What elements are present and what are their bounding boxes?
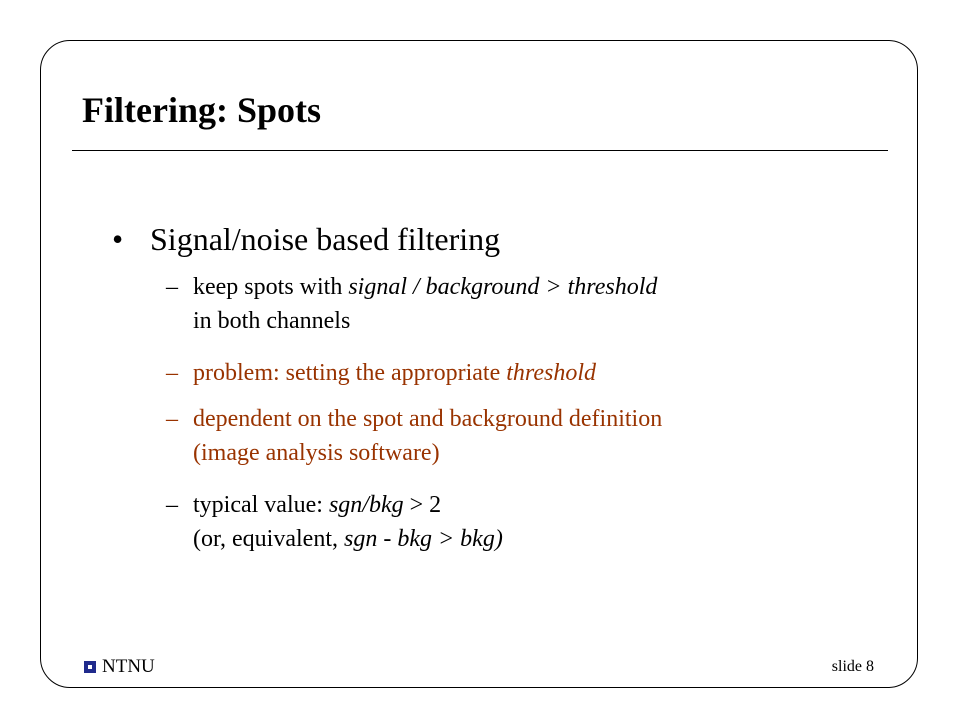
bullet-symbol: • [112,221,124,257]
ntnu-logo [84,656,155,678]
sub-text-continued: (image analysis software) [193,440,440,466]
sub-dash: – [166,492,178,518]
sub-text: dependent on the spot and background definition [193,406,663,432]
sub-item-3 [166,402,662,470]
sub-text: keep spots with [193,274,349,300]
sub-item-4 [166,488,503,556]
ntnu-logo-icon [84,661,96,673]
sub-text-italic: sgn - bkg > bkg) [343,526,503,552]
bullet-text: Signal/noise based filtering [150,221,501,257]
slide-title: Filtering: Spots [82,90,321,130]
bullet-item [112,218,500,260]
sub-dash: – [166,274,178,300]
sub-text: problem: setting the appropriate [193,360,507,386]
ntnu-logo-text: NTNU [102,656,155,677]
title-divider [72,150,888,151]
sub-text: > 2 [403,492,442,518]
sub-dash: – [166,360,178,386]
slide-number: slide 8 [831,658,874,675]
sub-text-continued: in both channels [193,308,351,334]
sub-text-continued [166,522,503,556]
sub-text-italic: signal / background > threshold [348,274,658,300]
sub-dash: – [166,406,178,432]
sub-text-italic: sgn/bkg [328,492,404,518]
sub-text-italic: threshold [506,360,597,386]
sub-item-1 [166,270,657,338]
sub-item-2 [166,356,596,390]
sub-text: typical value: [193,492,329,518]
sub-text: (or, equivalent, [193,526,344,552]
